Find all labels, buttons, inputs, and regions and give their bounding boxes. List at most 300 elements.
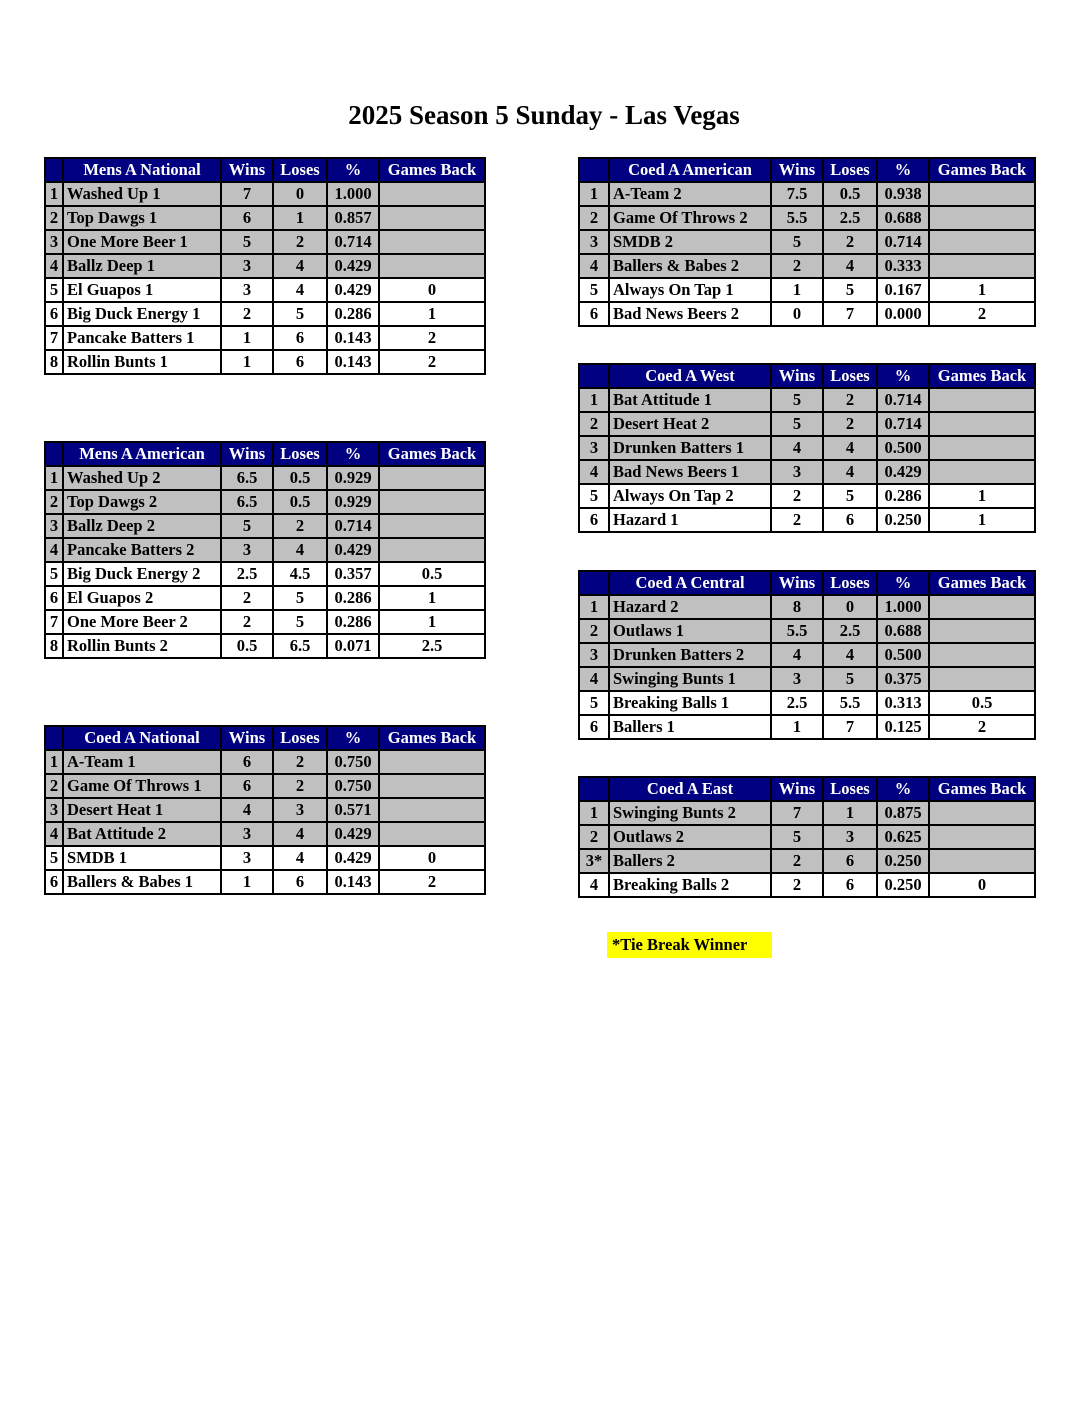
loses-cell: 0.5 [823, 182, 877, 206]
rank-cell: 6 [579, 302, 609, 326]
wins-cell: 3 [221, 822, 273, 846]
table-row [579, 254, 1035, 278]
rank-header [579, 158, 609, 182]
pct-cell: 0.714 [877, 388, 929, 412]
header-row [45, 158, 485, 182]
wins-cell: 2.5 [221, 562, 273, 586]
loses-cell: 6 [273, 326, 327, 350]
pct-cell: 0.429 [327, 538, 379, 562]
games-back-cell [929, 619, 1035, 643]
loses-cell: 0.5 [273, 466, 327, 490]
table-row [45, 562, 485, 586]
games-back-cell: 2 [929, 302, 1035, 326]
rank-cell: 4 [579, 667, 609, 691]
loses-cell: 5 [823, 484, 877, 508]
rank-cell: 6 [579, 715, 609, 739]
table-row [579, 873, 1035, 897]
wins-cell: 4 [771, 643, 823, 667]
pct-cell: 0.500 [877, 436, 929, 460]
table-row [579, 436, 1035, 460]
pct-cell: 0.929 [327, 490, 379, 514]
rank-cell: 2 [45, 774, 63, 798]
team-name: Big Duck Energy 1 [63, 302, 221, 326]
team-name: Bad News Beers 2 [609, 302, 771, 326]
loses-cell: 0 [823, 595, 877, 619]
wins-cell: 7 [771, 801, 823, 825]
pct-cell: 0.429 [327, 822, 379, 846]
pct-cell: 0.938 [877, 182, 929, 206]
wins-cell: 5 [221, 514, 273, 538]
rank-cell: 1 [579, 801, 609, 825]
loses-cell: 7 [823, 715, 877, 739]
wins-header: Wins [221, 726, 273, 750]
loses-cell: 2 [273, 774, 327, 798]
loses-cell: 6 [273, 350, 327, 374]
team-name: Pancake Batters 1 [63, 326, 221, 350]
rank-header [45, 442, 63, 466]
table-row [45, 610, 485, 634]
games-back-cell [929, 643, 1035, 667]
loses-cell: 2 [273, 750, 327, 774]
wins-cell: 4 [221, 798, 273, 822]
rank-header [45, 158, 63, 182]
rank-header [579, 364, 609, 388]
rank-cell: 5 [579, 691, 609, 715]
pct-cell: 1.000 [877, 595, 929, 619]
rank-cell: 7 [45, 610, 63, 634]
loses-cell: 6 [273, 870, 327, 894]
games-back-cell [379, 490, 485, 514]
team-name: Swinging Bunts 1 [609, 667, 771, 691]
loses-cell: 5 [823, 278, 877, 302]
loses-cell: 2 [823, 412, 877, 436]
pct-cell: 0.250 [877, 849, 929, 873]
coed-central-table [578, 570, 1036, 740]
wins-cell: 0.5 [221, 634, 273, 658]
wins-header: Wins [221, 158, 273, 182]
table-row [45, 750, 485, 774]
rank-cell: 4 [579, 254, 609, 278]
table-row [579, 278, 1035, 302]
division-name: Mens A National [63, 158, 221, 182]
games-back-cell: 2 [379, 870, 485, 894]
loses-header: Loses [273, 442, 327, 466]
table-row [579, 484, 1035, 508]
games-back-cell: 1 [929, 278, 1035, 302]
team-name: Ballers & Babes 2 [609, 254, 771, 278]
loses-cell: 2 [823, 388, 877, 412]
team-name: SMDB 2 [609, 230, 771, 254]
rank-cell: 6 [579, 508, 609, 532]
team-name: Ballz Deep 1 [63, 254, 221, 278]
games-back-cell [379, 538, 485, 562]
pct-cell: 0.375 [877, 667, 929, 691]
loses-header: Loses [273, 158, 327, 182]
rank-cell: 2 [579, 619, 609, 643]
pct-header: % [877, 158, 929, 182]
team-name: One More Beer 2 [63, 610, 221, 634]
games-back-cell [929, 206, 1035, 230]
wins-cell: 2 [771, 254, 823, 278]
pct-header: % [877, 571, 929, 595]
games-back-cell [929, 667, 1035, 691]
table-row [579, 619, 1035, 643]
team-name: Desert Heat 1 [63, 798, 221, 822]
games-back-cell [379, 514, 485, 538]
team-name: Pancake Batters 2 [63, 538, 221, 562]
pct-cell: 0.357 [327, 562, 379, 586]
table-row [45, 230, 485, 254]
wins-cell: 3 [221, 278, 273, 302]
rank-cell: 1 [579, 388, 609, 412]
wins-cell: 0 [771, 302, 823, 326]
games-back-cell [929, 388, 1035, 412]
team-name: Washed Up 1 [63, 182, 221, 206]
wins-cell: 5.5 [771, 619, 823, 643]
page-title: 2025 Season 5 Sunday - Las Vegas [348, 100, 740, 130]
team-name: Bad News Beers 1 [609, 460, 771, 484]
team-name: Desert Heat 2 [609, 412, 771, 436]
games-back-cell [379, 230, 485, 254]
table-row [579, 801, 1035, 825]
table-row [45, 490, 485, 514]
pct-cell: 0.286 [327, 586, 379, 610]
games-back-cell [929, 460, 1035, 484]
table-row [45, 466, 485, 490]
loses-header: Loses [823, 571, 877, 595]
table-row [579, 412, 1035, 436]
loses-cell: 1 [823, 801, 877, 825]
table-row [45, 774, 485, 798]
header-row [579, 364, 1035, 388]
rank-cell: 1 [579, 595, 609, 619]
rank-cell: 3 [45, 798, 63, 822]
wins-cell: 2 [221, 610, 273, 634]
games-back-cell [929, 801, 1035, 825]
wins-cell: 1 [221, 870, 273, 894]
table-row [45, 586, 485, 610]
team-name: Ballz Deep 2 [63, 514, 221, 538]
wins-cell: 5 [771, 388, 823, 412]
pct-cell: 0.250 [877, 508, 929, 532]
loses-cell: 0.5 [273, 490, 327, 514]
division-name: Coed A National [63, 726, 221, 750]
rank-cell: 1 [45, 750, 63, 774]
table-row [45, 302, 485, 326]
table-row [45, 326, 485, 350]
wins-cell: 3 [221, 846, 273, 870]
header-row [45, 442, 485, 466]
team-name: Game Of Throws 1 [63, 774, 221, 798]
loses-cell: 2 [273, 514, 327, 538]
table-row [45, 798, 485, 822]
rank-cell: 1 [45, 182, 63, 206]
pct-cell: 0.688 [877, 619, 929, 643]
games-back-cell: 2 [379, 326, 485, 350]
loses-cell: 6.5 [273, 634, 327, 658]
games-back-header: Games Back [929, 777, 1035, 801]
wins-cell: 1 [221, 350, 273, 374]
games-back-cell: 1 [929, 508, 1035, 532]
games-back-cell: 0 [929, 873, 1035, 897]
pct-header: % [327, 442, 379, 466]
loses-cell: 6 [823, 849, 877, 873]
loses-cell: 2.5 [823, 619, 877, 643]
team-name: Outlaws 1 [609, 619, 771, 643]
table-row [579, 715, 1035, 739]
rank-cell: 8 [45, 634, 63, 658]
rank-cell: 1 [45, 466, 63, 490]
rank-header [579, 571, 609, 595]
games-back-cell [929, 436, 1035, 460]
pct-cell: 0.143 [327, 326, 379, 350]
wins-cell: 1 [221, 326, 273, 350]
rank-cell: 4 [579, 873, 609, 897]
games-back-cell [379, 254, 485, 278]
wins-header: Wins [221, 442, 273, 466]
rank-cell: 4 [45, 538, 63, 562]
games-back-cell [379, 774, 485, 798]
team-name: Drunken Batters 2 [609, 643, 771, 667]
team-name: Swinging Bunts 2 [609, 801, 771, 825]
pct-cell: 1.000 [327, 182, 379, 206]
team-name: Top Dawgs 2 [63, 490, 221, 514]
wins-header: Wins [771, 364, 823, 388]
table-row [45, 182, 485, 206]
pct-cell: 0.714 [327, 514, 379, 538]
team-name: Ballers & Babes 1 [63, 870, 221, 894]
tie-break-footnote: *Tie Break Winner [607, 932, 772, 958]
wins-cell: 8 [771, 595, 823, 619]
games-back-cell [929, 849, 1035, 873]
pct-cell: 0.286 [327, 610, 379, 634]
rank-cell: 8 [45, 350, 63, 374]
team-name: One More Beer 1 [63, 230, 221, 254]
games-back-cell: 0.5 [929, 691, 1035, 715]
pct-cell: 0.429 [327, 846, 379, 870]
loses-cell: 4 [273, 538, 327, 562]
team-name: A-Team 2 [609, 182, 771, 206]
loses-header: Loses [823, 364, 877, 388]
table-row [579, 388, 1035, 412]
table-row [579, 230, 1035, 254]
loses-cell: 5 [273, 302, 327, 326]
pct-cell: 0.429 [877, 460, 929, 484]
games-back-cell [929, 230, 1035, 254]
rank-cell: 2 [45, 206, 63, 230]
rank-cell: 4 [45, 822, 63, 846]
pct-cell: 0.875 [877, 801, 929, 825]
loses-cell: 5 [273, 586, 327, 610]
pct-cell: 0.714 [877, 230, 929, 254]
pct-cell: 0.714 [327, 230, 379, 254]
table-row [579, 460, 1035, 484]
loses-cell: 6 [823, 508, 877, 532]
table-row [579, 595, 1035, 619]
table-row [45, 634, 485, 658]
loses-cell: 5.5 [823, 691, 877, 715]
games-back-cell: 1 [929, 484, 1035, 508]
games-back-cell [379, 798, 485, 822]
loses-header: Loses [823, 158, 877, 182]
games-back-cell [929, 182, 1035, 206]
rank-cell: 4 [579, 460, 609, 484]
team-name: Always On Tap 2 [609, 484, 771, 508]
pct-header: % [877, 777, 929, 801]
games-back-cell [379, 182, 485, 206]
games-back-cell [929, 825, 1035, 849]
rank-cell: 5 [579, 484, 609, 508]
wins-cell: 2 [221, 586, 273, 610]
loses-cell: 4 [273, 846, 327, 870]
loses-cell: 1 [273, 206, 327, 230]
wins-header: Wins [771, 158, 823, 182]
table-row [45, 278, 485, 302]
table-row [45, 206, 485, 230]
loses-cell: 4 [273, 822, 327, 846]
header-row [579, 777, 1035, 801]
table-row [45, 254, 485, 278]
games-back-cell [379, 206, 485, 230]
games-back-cell: 0 [379, 846, 485, 870]
rank-cell: 2 [45, 490, 63, 514]
pct-cell: 0.125 [877, 715, 929, 739]
pct-cell: 0.313 [877, 691, 929, 715]
pct-cell: 0.000 [877, 302, 929, 326]
rank-cell: 6 [45, 870, 63, 894]
wins-cell: 3 [771, 460, 823, 484]
team-name: Game Of Throws 2 [609, 206, 771, 230]
games-back-header: Games Back [379, 726, 485, 750]
pct-cell: 0.429 [327, 254, 379, 278]
team-name: Drunken Batters 1 [609, 436, 771, 460]
team-name: Outlaws 2 [609, 825, 771, 849]
wins-cell: 6.5 [221, 490, 273, 514]
rank-cell: 7 [45, 326, 63, 350]
games-back-cell [929, 412, 1035, 436]
team-name: Hazard 2 [609, 595, 771, 619]
wins-cell: 6.5 [221, 466, 273, 490]
games-back-cell: 0.5 [379, 562, 485, 586]
table-row [579, 302, 1035, 326]
games-back-cell: 1 [379, 302, 485, 326]
wins-cell: 5 [771, 825, 823, 849]
header-row [579, 158, 1035, 182]
loses-cell: 4 [823, 254, 877, 278]
pct-cell: 0.143 [327, 350, 379, 374]
games-back-header: Games Back [929, 364, 1035, 388]
header-row [45, 726, 485, 750]
pct-header: % [327, 726, 379, 750]
rank-cell: 2 [579, 825, 609, 849]
division-name: Coed A West [609, 364, 771, 388]
rank-cell: 3* [579, 849, 609, 873]
loses-cell: 4 [823, 643, 877, 667]
team-name: Washed Up 2 [63, 466, 221, 490]
games-back-header: Games Back [379, 442, 485, 466]
mens-national-table [44, 157, 486, 375]
pct-cell: 0.250 [877, 873, 929, 897]
games-back-cell [929, 254, 1035, 278]
rank-cell: 5 [45, 846, 63, 870]
rank-cell: 6 [45, 302, 63, 326]
wins-cell: 3 [221, 254, 273, 278]
table-row [45, 822, 485, 846]
wins-cell: 4 [771, 436, 823, 460]
team-name: Always On Tap 1 [609, 278, 771, 302]
team-name: Breaking Balls 2 [609, 873, 771, 897]
wins-header: Wins [771, 777, 823, 801]
table-row [45, 870, 485, 894]
coed-west-table [578, 363, 1036, 533]
games-back-cell: 2.5 [379, 634, 485, 658]
header-row [579, 571, 1035, 595]
pct-cell: 0.429 [327, 278, 379, 302]
coed-east-table [578, 776, 1036, 898]
rank-cell: 4 [45, 254, 63, 278]
table-row [45, 350, 485, 374]
games-back-cell: 1 [379, 586, 485, 610]
table-row [579, 849, 1035, 873]
games-back-cell: 1 [379, 610, 485, 634]
loses-header: Loses [823, 777, 877, 801]
coed-national-table [44, 725, 486, 895]
pct-cell: 0.500 [877, 643, 929, 667]
pct-cell: 0.571 [327, 798, 379, 822]
pct-cell: 0.857 [327, 206, 379, 230]
table-row [45, 538, 485, 562]
games-back-cell [379, 822, 485, 846]
team-name: Breaking Balls 1 [609, 691, 771, 715]
loses-cell: 4.5 [273, 562, 327, 586]
coed-american-table [578, 157, 1036, 327]
rank-header [45, 726, 63, 750]
wins-cell: 3 [771, 667, 823, 691]
loses-cell: 4 [273, 278, 327, 302]
rank-header [579, 777, 609, 801]
pct-cell: 0.929 [327, 466, 379, 490]
wins-cell: 2.5 [771, 691, 823, 715]
loses-cell: 7 [823, 302, 877, 326]
wins-cell: 3 [221, 538, 273, 562]
games-back-cell: 0 [379, 278, 485, 302]
loses-cell: 4 [823, 436, 877, 460]
pct-cell: 0.750 [327, 750, 379, 774]
pct-cell: 0.071 [327, 634, 379, 658]
table-row [579, 508, 1035, 532]
wins-header: Wins [771, 571, 823, 595]
games-back-header: Games Back [929, 571, 1035, 595]
team-name: El Guapos 2 [63, 586, 221, 610]
team-name: Rollin Bunts 2 [63, 634, 221, 658]
team-name: A-Team 1 [63, 750, 221, 774]
loses-cell: 6 [823, 873, 877, 897]
pct-cell: 0.143 [327, 870, 379, 894]
team-name: SMDB 1 [63, 846, 221, 870]
wins-cell: 7.5 [771, 182, 823, 206]
loses-cell: 0 [273, 182, 327, 206]
division-name: Coed A American [609, 158, 771, 182]
table-row [579, 825, 1035, 849]
rank-cell: 3 [579, 643, 609, 667]
pct-header: % [877, 364, 929, 388]
games-back-cell: 2 [379, 350, 485, 374]
wins-cell: 2 [771, 484, 823, 508]
wins-cell: 1 [771, 715, 823, 739]
loses-cell: 5 [273, 610, 327, 634]
rank-cell: 5 [45, 278, 63, 302]
rank-cell: 3 [45, 230, 63, 254]
